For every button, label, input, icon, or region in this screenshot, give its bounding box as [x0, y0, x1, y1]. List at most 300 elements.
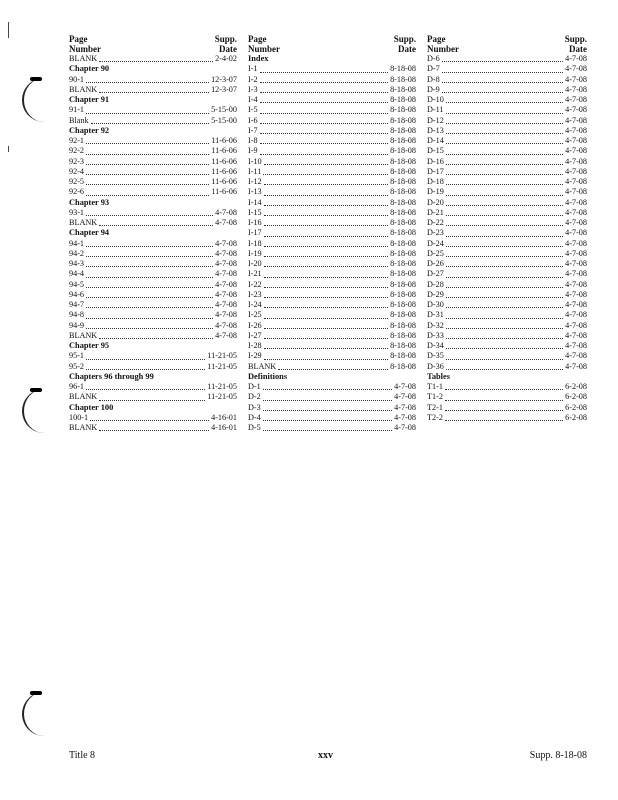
dot-leader [446, 338, 563, 339]
list-item [427, 218, 587, 228]
supp-date: 12-3-07 [211, 74, 237, 84]
page-number: D-14 [427, 136, 444, 145]
page-number: I-16 [248, 218, 262, 227]
list-item [427, 136, 587, 146]
dot-leader [99, 338, 213, 339]
list-item [69, 392, 237, 402]
dot-leader [442, 82, 563, 83]
footer-title: Title 8 [69, 750, 96, 761]
page-number: I-24 [248, 300, 262, 309]
dot-leader [263, 400, 392, 401]
header-date: Date [219, 44, 237, 54]
page-number: I-29 [248, 351, 262, 361]
page-number: I-6 [248, 115, 258, 125]
page-number: 94-7 [69, 300, 85, 309]
supp-date: 11-6-06 [211, 156, 237, 166]
dot-leader [260, 154, 389, 155]
list-item [248, 218, 416, 228]
dot-leader [260, 82, 389, 83]
page-number: D-23 [427, 228, 444, 238]
supp-date: 5-15-00 [211, 115, 237, 125]
dot-leader [446, 369, 563, 370]
list-item [69, 269, 237, 279]
list-item [427, 259, 587, 269]
page-number: I-14 [248, 197, 262, 207]
dot-leader [86, 369, 205, 370]
dot-leader [264, 246, 388, 247]
header-supp: Supp. [564, 34, 587, 44]
supp-date: 4-7-08 [394, 412, 416, 422]
list-item [427, 126, 587, 136]
dot-leader [264, 225, 388, 226]
page-number: BLANK [69, 392, 98, 402]
list-item [69, 300, 237, 310]
list-item [427, 85, 587, 95]
page-number: D-21 [427, 207, 444, 217]
dot-leader [446, 225, 563, 226]
dot-leader [86, 256, 213, 257]
supp-date: 4-7-08 [215, 248, 237, 258]
list-item [427, 331, 587, 341]
supp-date: 8-18-08 [390, 177, 416, 186]
supp-date: 4-7-08 [565, 166, 587, 176]
list-item [427, 228, 587, 238]
list-item [427, 249, 587, 259]
list-item [427, 95, 587, 105]
page-number: I-13 [248, 187, 262, 197]
supp-date: 8-18-08 [390, 361, 416, 371]
page-number: D-18 [427, 177, 444, 186]
dot-leader [446, 195, 563, 196]
dot-leader [278, 369, 388, 370]
column-header [69, 34, 237, 54]
list-item [69, 413, 237, 423]
page-number: 96-1 [69, 382, 85, 391]
dot-leader [446, 154, 563, 155]
list-item [248, 310, 416, 320]
header-date: Date [569, 44, 587, 54]
page-number: 93-1 [69, 207, 85, 217]
supp-date: 4-7-08 [565, 341, 587, 350]
list-item [248, 187, 416, 197]
supp-date: 6-2-08 [565, 382, 587, 391]
list-item [69, 105, 237, 115]
list-item [69, 239, 237, 249]
supp-date: 4-7-08 [215, 279, 237, 289]
supp-date: 4-7-08 [565, 156, 587, 166]
dot-leader [86, 359, 205, 360]
page-number: D-11 [427, 105, 444, 115]
header-page: Page [248, 34, 267, 44]
list-item [248, 105, 416, 115]
dot-leader [445, 410, 563, 411]
list-item [427, 403, 587, 413]
page-number: 95-1 [69, 351, 85, 361]
page-number: D-35 [427, 351, 444, 361]
dot-leader [260, 123, 389, 124]
dot-leader [446, 246, 563, 247]
supp-date: 11-6-06 [211, 187, 237, 197]
supp-date: 4-7-08 [565, 54, 587, 63]
list-item [248, 351, 416, 361]
header-page: Page [427, 34, 446, 44]
page-number: T2-2 [427, 412, 443, 422]
list-item [427, 146, 587, 156]
supp-date: 4-7-08 [394, 382, 416, 391]
list-item [427, 54, 587, 64]
page-number: D-26 [427, 259, 444, 268]
supp-date: 11-6-06 [211, 177, 237, 186]
dot-leader [86, 154, 209, 155]
list-item [427, 351, 587, 361]
supp-date: 4-7-08 [565, 187, 587, 197]
dot-leader [446, 133, 563, 134]
supp-date: 4-16-01 [211, 412, 237, 422]
supp-date: 5-15-00 [211, 105, 237, 115]
list-item [427, 362, 587, 372]
page-number: BLANK [69, 54, 98, 63]
page-number: 94-9 [69, 320, 85, 330]
dot-leader [99, 61, 213, 62]
list-item [427, 167, 587, 177]
dot-leader [264, 328, 388, 329]
supp-date: 8-18-08 [390, 136, 416, 145]
section-heading: Chapter 92 [69, 125, 110, 135]
list-item [69, 167, 237, 177]
page-number: D-2 [248, 392, 261, 402]
list-item [69, 310, 237, 320]
dot-leader [263, 410, 392, 411]
supp-date: 4-7-08 [565, 177, 587, 186]
list-item [248, 64, 416, 74]
column-header [427, 34, 587, 54]
dot-leader [263, 389, 392, 390]
dot-leader [86, 307, 213, 308]
supp-date: 6-2-08 [565, 412, 587, 422]
section-heading: Chapter 91 [69, 95, 110, 104]
page-number: BLANK [69, 330, 98, 340]
page-number: T1-1 [427, 382, 443, 391]
supp-date: 8-18-08 [390, 228, 416, 238]
page-number: D-12 [427, 115, 444, 125]
list-item [427, 413, 587, 423]
supp-date: 4-7-08 [565, 351, 587, 361]
list-item [69, 249, 237, 259]
page-number: I-1 [248, 64, 258, 74]
dot-leader [264, 266, 388, 267]
list-item [248, 157, 416, 167]
dot-leader [99, 400, 205, 401]
dot-leader [86, 246, 213, 247]
dot-leader [442, 61, 563, 62]
header-number: Number [248, 44, 280, 54]
dot-leader [260, 143, 389, 144]
list-item [427, 116, 587, 126]
supp-date: 4-7-08 [565, 320, 587, 330]
list-item [69, 208, 237, 218]
dot-leader [86, 328, 213, 329]
page-number: D-25 [427, 248, 444, 258]
dot-leader [264, 256, 388, 257]
list-item [248, 392, 416, 402]
page-number: D-15 [427, 146, 444, 156]
supp-date: 4-7-08 [565, 330, 587, 340]
page-number: I-28 [248, 341, 262, 350]
supp-date: 8-18-08 [390, 95, 416, 104]
page-number: 94-2 [69, 248, 85, 258]
list-item [248, 423, 416, 433]
page-number: D-32 [427, 320, 444, 330]
page-number: D-22 [427, 218, 444, 227]
supp-date: 4-7-08 [215, 300, 237, 309]
supp-date: 8-18-08 [390, 289, 416, 299]
dot-leader [86, 113, 209, 114]
list-item [69, 177, 237, 187]
dot-leader [86, 143, 209, 144]
page-number: D-31 [427, 310, 444, 320]
punch-hole-middle [22, 389, 46, 433]
dot-leader [445, 400, 563, 401]
header-page: Page [69, 34, 88, 44]
page-number: 94-4 [69, 269, 85, 279]
section-heading: Chapter 95 [69, 341, 110, 350]
header-supp: Supp. [214, 34, 237, 44]
page-number: D-3 [248, 402, 261, 412]
section-heading: Chapter 93 [69, 197, 110, 207]
supp-date: 4-7-08 [565, 136, 587, 145]
header-number: Number [427, 44, 459, 54]
supp-date: 4-7-08 [565, 248, 587, 258]
dot-leader [446, 256, 563, 257]
supp-date: 4-7-08 [215, 330, 237, 340]
supp-date: 4-7-08 [565, 361, 587, 371]
supp-date: 11-21-05 [207, 361, 237, 371]
page-number: 100-1 [69, 412, 89, 422]
section-heading: Definitions [248, 371, 288, 381]
supp-date: 4-7-08 [565, 310, 587, 320]
dot-leader [264, 164, 388, 165]
supp-date: 4-7-08 [565, 146, 587, 156]
page-number: 90-1 [69, 74, 85, 84]
supp-date: 8-18-08 [390, 115, 416, 125]
page-number: BLANK [248, 361, 277, 371]
supp-date: 8-18-08 [390, 248, 416, 258]
supp-date: 11-6-06 [211, 136, 237, 145]
list-item [69, 75, 237, 85]
dot-leader [442, 92, 563, 93]
page-number: 94-5 [69, 279, 85, 289]
supp-date: 4-7-08 [565, 300, 587, 309]
supp-date: 8-18-08 [390, 269, 416, 279]
supp-date: 8-18-08 [390, 105, 416, 115]
page-number: D-6 [427, 54, 440, 63]
page-number: D-1 [248, 382, 261, 391]
dot-leader [264, 318, 388, 319]
dot-leader [260, 133, 389, 134]
list-item [248, 85, 416, 95]
supp-date: 8-18-08 [390, 156, 416, 166]
supp-date: 8-18-08 [390, 341, 416, 350]
supp-date: 4-7-08 [565, 228, 587, 238]
section-heading: Chapter 100 [69, 402, 114, 412]
page-number: 91-1 [69, 105, 85, 115]
supp-date: 6-2-08 [565, 392, 587, 402]
column-2 [248, 34, 416, 433]
page-number: 92-1 [69, 136, 85, 145]
list-item [69, 290, 237, 300]
supp-date: 4-7-08 [215, 320, 237, 330]
supp-date: 8-18-08 [390, 300, 416, 309]
list-item [248, 290, 416, 300]
dot-leader [264, 277, 388, 278]
page-number: I-11 [248, 166, 262, 176]
supp-date: 11-21-05 [207, 382, 237, 391]
supp-date: 4-7-08 [215, 289, 237, 299]
supp-date: 8-18-08 [390, 125, 416, 135]
dot-leader [263, 420, 392, 421]
page-number: D-9 [427, 84, 440, 94]
supp-date: 4-7-08 [565, 238, 587, 248]
supp-date: 8-18-08 [390, 187, 416, 197]
list-item [427, 75, 587, 85]
page-number: T2-1 [427, 402, 443, 412]
dot-leader [260, 102, 389, 103]
footer-page-number: xxv [318, 750, 333, 761]
supp-date: 6-2-08 [565, 402, 587, 412]
page-number: I-15 [248, 207, 262, 217]
page-number: BLANK [69, 423, 98, 432]
supp-date: 8-18-08 [390, 320, 416, 330]
list-item [427, 157, 587, 167]
dot-leader [86, 266, 213, 267]
supp-date: 4-7-08 [565, 279, 587, 289]
page-number: D-24 [427, 238, 444, 248]
list-item [248, 341, 416, 351]
list-item [427, 280, 587, 290]
page-number: I-2 [248, 74, 258, 84]
list-item [69, 85, 237, 95]
supp-date: 8-18-08 [390, 330, 416, 340]
margin-mark [8, 22, 9, 38]
supp-date: 4-7-08 [565, 84, 587, 94]
list-item [427, 105, 587, 115]
dot-leader [86, 287, 213, 288]
page-number: I-7 [248, 125, 258, 135]
column-header [248, 34, 416, 54]
dot-leader [264, 236, 388, 237]
supp-date: 4-7-08 [215, 238, 237, 248]
page-number: D-5 [248, 423, 261, 432]
footer-supplement: Supp. 8-18-08 [529, 750, 587, 761]
list-item [248, 362, 416, 372]
list-item [427, 290, 587, 300]
list-item [427, 198, 587, 208]
supp-date: 8-18-08 [390, 64, 416, 74]
list-item [427, 239, 587, 249]
section-heading: Tables [427, 371, 450, 381]
supp-date: 4-7-08 [565, 289, 587, 299]
supp-date: 4-7-08 [565, 74, 587, 84]
header-supp: Supp. [393, 34, 416, 44]
page-number: D-10 [427, 95, 444, 104]
list-item [248, 331, 416, 341]
list-item [248, 177, 416, 187]
list-item [69, 331, 237, 341]
list-item [248, 75, 416, 85]
page-number: D-16 [427, 156, 444, 166]
dot-leader [264, 287, 388, 288]
supp-date: 8-18-08 [390, 218, 416, 227]
supp-date: 4-7-08 [565, 95, 587, 104]
page-number: I-22 [248, 279, 262, 289]
page-number: I-8 [248, 136, 258, 145]
dot-leader [446, 164, 563, 165]
list-item [427, 269, 587, 279]
dot-leader [446, 318, 563, 319]
dot-leader [446, 184, 563, 185]
list-item [69, 259, 237, 269]
dot-leader [446, 102, 563, 103]
list-item [248, 269, 416, 279]
dot-leader [263, 430, 392, 431]
supp-date: 4-7-08 [215, 207, 237, 217]
page-number: 92-2 [69, 146, 85, 156]
page-number: I-3 [248, 84, 258, 94]
list-item [427, 187, 587, 197]
supp-date: 4-7-08 [394, 423, 416, 432]
page-number: D-36 [427, 361, 444, 371]
page-number: 94-8 [69, 310, 85, 320]
list-item [248, 116, 416, 126]
dot-leader [264, 338, 388, 339]
page-number: I-17 [248, 228, 262, 238]
list-item [69, 136, 237, 146]
page-number: I-18 [248, 238, 262, 248]
page-number: I-27 [248, 330, 262, 340]
dot-leader [446, 174, 563, 175]
page-number: D-20 [427, 197, 444, 207]
dot-leader [86, 164, 209, 165]
section-heading: Chapters 96 through 99 [69, 371, 154, 381]
page-number: D-4 [248, 412, 261, 422]
page-number: I-21 [248, 269, 262, 279]
supp-date: 11-21-05 [207, 392, 237, 402]
page-number: I-19 [248, 248, 262, 258]
supp-date: 11-21-05 [207, 351, 237, 361]
dot-leader [86, 215, 213, 216]
dot-leader [264, 195, 388, 196]
dot-leader [86, 184, 209, 185]
supp-date: 12-3-07 [211, 84, 237, 94]
page-number: 94-6 [69, 289, 85, 299]
supp-date: 8-18-08 [390, 310, 416, 320]
dot-leader [264, 184, 388, 185]
list-item [248, 239, 416, 249]
page-number: D-33 [427, 330, 444, 340]
page-number: T1-2 [427, 392, 443, 402]
page-number: 94-3 [69, 259, 85, 268]
page-number: D-27 [427, 269, 444, 279]
supp-date: 4-7-08 [215, 218, 237, 227]
header-number: Number [69, 44, 101, 54]
dot-leader [260, 113, 389, 114]
supp-date: 4-7-08 [215, 269, 237, 279]
supp-date: 4-7-08 [394, 392, 416, 402]
list-item [248, 259, 416, 269]
list-item [427, 300, 587, 310]
supp-date: 8-18-08 [390, 197, 416, 207]
dot-leader [260, 92, 389, 93]
